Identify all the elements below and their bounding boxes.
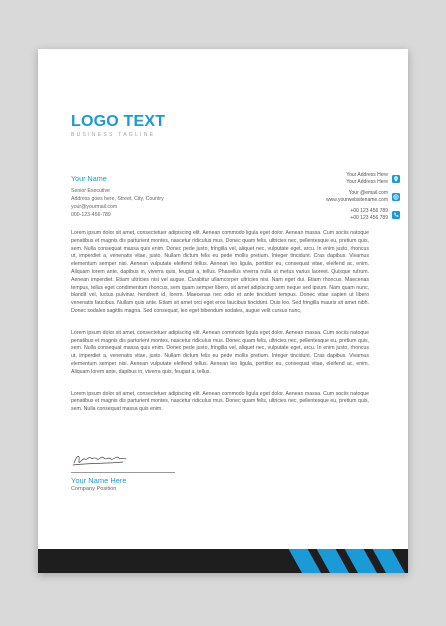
business-tagline: BUSINESS TAGLINE xyxy=(71,132,156,138)
letter-body xyxy=(71,230,369,428)
contact-address-line: Your Address Here xyxy=(346,172,388,178)
body-paragraph: Lorem ipsum dolor sit amet, consectetuer adipiscing elit. Aenean commodo ligula eget dolor. Aenean massa. Cum sociis natoque penatibus et magnis dis parturient montes, nascetur ridiculus mus. Donec quam felis, ultricies nec, pellentesque eu, pretium quis, sem. Nulla consequat massa quis enim. Donec pede justo, fringilla vel, aliquet nec, vulputate eget, arcu. In enim justo, rhoncus ut, imperdiet a, venenatis vitae, justo. Nullam dictum felis eu pede mollis pretium. Integer tincidunt. Cras dapibus. Vivamus elementum semper nisi. Aenean vulputate eleifend tellus. Aenean leo ligula, porttitor eu, consequat vitae, eleifend ac, enim. Aliquam lorem ante, dapibus in, viverra quis, feugiat a, tellus. xyxy=(71,329,369,375)
contact-phone: +00 123 456 789 xyxy=(350,215,388,221)
contact-web-row xyxy=(270,190,400,204)
contact-block xyxy=(270,172,400,226)
closing-name: Your Name Here xyxy=(71,476,127,485)
logo-text: LOGO TEXT xyxy=(71,113,166,130)
globe-icon xyxy=(392,193,400,201)
signature-image xyxy=(71,451,151,469)
contact-website: www.yourwebsitename.com xyxy=(326,197,388,203)
location-icon xyxy=(392,175,400,183)
contact-phone-row xyxy=(270,208,400,222)
contact-email: Your @email.com xyxy=(348,190,388,196)
sender-phone: 000-123-456-789 xyxy=(71,212,111,218)
logo xyxy=(71,114,165,138)
footer-band xyxy=(38,549,408,573)
sender-address: Address goes here, Street, City, Country xyxy=(71,196,164,202)
phone-icon xyxy=(392,211,400,219)
body-paragraph: Lorem ipsum dolor sit amet, consectetuer adipiscing elit. Aenean commodo ligula eget dolor. Aenean massa. Cum sociis natoque penatibus et magnis dis parturient montes, nascetur ridiculus mus. Donec quam felis, ultricies nec, pellentesque eu, pretium quis, sem. Nulla consequat massa quis enim. Donec pede justo, fringilla vel, aliquet nec, vulputate eget, arcu. In enim justo, rhoncus ut, imperdiet a, venenatis vitae, justo. Nullam dictum felis eu pede mollis pretium. Integer tincidunt. Cras dapibus. Vivamus elementum semper nisi. Aenean vulputate eleifend tellus. Aenean leo ligula, porttitor eu, consequat vitae, eleifend ac, enim. Aliquam lorem ante, dapibus in, viverra quis, feugiat a, tellus. Phasellus viverra nulla ut metus varius laoreet. Quisque rutrum. Aenean imperdiet. Etiam ultricies nisi vel augue. Curabitur ullamcorper ultricies nisi. Nam eget dui. Etiam rhoncus. Maecenas tempus, tellus eget condimentum rhoncus, sem quam semper libero, sit amet adipiscing sem neque sed ipsum. Nam quam nunc, blandit vel, luctus pulvinar, hendrerit id, lorem. Maecenas nec odio et ante tincidunt tempus. Donec vitae sapien ut libero venenatis faucibus. Nullam quis ante. Etiam sit amet orci eget eros faucibus tincidunt. Duis leo. Sed fringilla mauris sit amet nibh. Donec sodales sagittis magna. Sed consequat, leo eget bibendum sodales, augue velit cursus nunc, xyxy=(71,230,369,314)
contact-address-line: Your Address Here xyxy=(346,179,388,185)
sender-title: Senior Executive xyxy=(71,188,110,194)
sender-block xyxy=(71,174,211,219)
contact-address-row xyxy=(270,172,400,186)
sender-name: Your Name xyxy=(71,174,107,183)
contact-phone: +00 123 456 789 xyxy=(350,208,388,214)
closing-position: Company Position xyxy=(71,486,117,492)
body-paragraph: Lorem ipsum dolor sit amet, consectetuer adipiscing elit. Aenean commodo ligula eget dolor. Aenean massa. Cum sociis natoque penatibus et magnis dis parturient montes, nascetur ridiculus mus. Donec quam felis, ultricies nec, pellentesque eu, pretium quis, sem. Nulla consequat massa quis enim. xyxy=(71,390,369,413)
signature-line xyxy=(71,472,175,473)
letterhead-page xyxy=(38,49,408,573)
sender-email: your@yourmail.com xyxy=(71,204,118,210)
